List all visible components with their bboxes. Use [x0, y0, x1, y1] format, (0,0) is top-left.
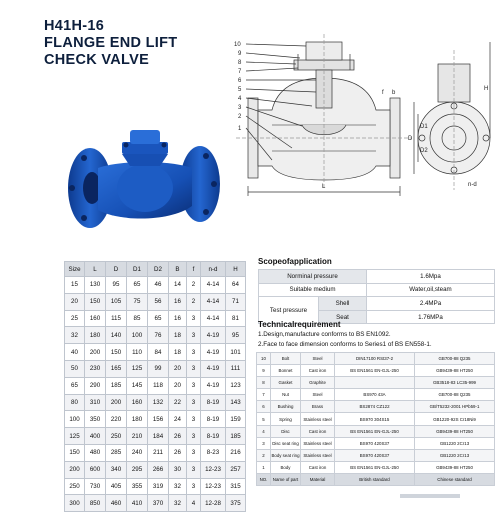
- size-cell: 16: [169, 310, 187, 327]
- parts-cell: Body: [271, 461, 301, 473]
- parts-cell: BS EN1561 EN-GJL-250: [335, 365, 415, 377]
- size-cell: 210: [127, 428, 148, 445]
- size-cell: 15: [65, 277, 85, 294]
- size-cell: 26: [169, 444, 187, 461]
- parts-cell: Cast iron: [301, 365, 335, 377]
- size-cell: 20: [169, 377, 187, 394]
- size-cell: 8-19: [201, 428, 226, 445]
- size-cell: 355: [127, 478, 148, 495]
- valve-section-drawing: [232, 30, 494, 200]
- tech-heading: Technicalrequirement: [258, 320, 341, 329]
- parts-cell: Steel: [301, 353, 335, 365]
- size-cell: 111: [226, 360, 246, 377]
- tech-notes: [258, 330, 494, 350]
- parts-cell: GB700-88 Q235: [415, 389, 495, 401]
- size-cell: 64: [226, 277, 246, 294]
- parts-cell: GB3518-83 LC35-999: [415, 377, 495, 389]
- callout-9: 9: [238, 51, 242, 57]
- parts-cell: GB/T5232-2001 HPb59-1: [415, 401, 495, 413]
- size-cell: 185: [226, 428, 246, 445]
- size-cell: 4-14: [201, 293, 226, 310]
- size-cell: 200: [106, 394, 127, 411]
- size-cell: 3: [187, 394, 201, 411]
- size-cell: 4-14: [201, 277, 226, 294]
- parts-cell: GB9439-88 HT250: [415, 425, 495, 437]
- size-cell: 180: [127, 411, 148, 428]
- parts-cell: Brass: [301, 401, 335, 413]
- tech-note-2: 2.Face to face dimension conforms to Series1 of BS EN558-1.: [258, 341, 432, 348]
- size-cell: 125: [127, 360, 148, 377]
- size-cell: 185: [106, 377, 127, 394]
- medium-label: Suitable medium: [259, 283, 367, 297]
- size-row: [65, 293, 246, 310]
- size-cell: 30: [169, 461, 187, 478]
- callout-7: 7: [238, 69, 242, 75]
- size-row: [65, 478, 246, 495]
- size-cell: 160: [85, 310, 106, 327]
- parts-col-header: British standard: [335, 473, 415, 485]
- size-cell: 375: [226, 495, 246, 512]
- parts-cell: 6: [257, 401, 271, 413]
- size-cell: 3: [187, 360, 201, 377]
- dim-d1-label: D1: [420, 124, 428, 130]
- size-cell: 115: [106, 310, 127, 327]
- size-cell: 3: [187, 411, 201, 428]
- parts-cell: Bolt: [271, 353, 301, 365]
- parts-cell: GB1220-92S Cr18Ni9: [415, 413, 495, 425]
- size-cell: 95: [106, 277, 127, 294]
- medium-value: Water,oil,steam: [367, 283, 495, 297]
- size-cell: 4-19: [201, 377, 226, 394]
- size-cell: 143: [226, 394, 246, 411]
- parts-cell: Stainless steel: [301, 449, 335, 461]
- size-cell: 150: [65, 444, 85, 461]
- valve-product-photo: [60, 110, 230, 250]
- size-cell: 216: [226, 444, 246, 461]
- size-cell: 130: [85, 277, 106, 294]
- parts-row: [257, 389, 495, 401]
- size-cell: 3: [187, 444, 201, 461]
- tech-note-1: 1.Design,manufacture conforms to BS EN1092.: [258, 331, 391, 338]
- size-row: [65, 444, 246, 461]
- test-pressure-label: Test pressure: [259, 297, 319, 324]
- size-cell: 32: [169, 495, 187, 512]
- size-col-header: n-d: [201, 262, 226, 277]
- size-cell: 480: [85, 444, 106, 461]
- size-cell: 295: [127, 461, 148, 478]
- size-cell: 460: [106, 495, 127, 512]
- size-cell: 300: [65, 495, 85, 512]
- size-cell: 3: [187, 461, 201, 478]
- parts-cell: 8: [257, 377, 271, 389]
- size-cell: 101: [226, 344, 246, 361]
- size-cell: 850: [85, 495, 106, 512]
- size-cell: 32: [65, 327, 85, 344]
- parts-cell: Gasket: [271, 377, 301, 389]
- size-cell: 600: [85, 461, 106, 478]
- size-cell: 140: [106, 327, 127, 344]
- size-row: [65, 495, 246, 512]
- nominal-pressure-label: Norminal pressure: [259, 270, 367, 284]
- size-cell: 180: [85, 327, 106, 344]
- parts-cell: Disc seat ring: [271, 437, 301, 449]
- size-col-header: D: [106, 262, 127, 277]
- size-cell: 4-19: [201, 360, 226, 377]
- size-cell: 3: [187, 344, 201, 361]
- dim-l-label: L: [322, 184, 326, 190]
- size-cell: 405: [106, 478, 127, 495]
- parts-cell: Bushing: [271, 401, 301, 413]
- dim-d-label: D: [408, 136, 413, 142]
- size-cell: 400: [85, 428, 106, 445]
- dim-nd-label: n-d: [468, 182, 477, 188]
- dim-b-label: b: [392, 90, 396, 96]
- parts-cell: Cast iron: [301, 461, 335, 473]
- size-cell: 76: [148, 327, 169, 344]
- shell-label: Shell: [319, 297, 367, 311]
- size-cell: 250: [65, 478, 85, 495]
- size-cell: 81: [226, 310, 246, 327]
- shell-value: 2.4MPa: [367, 297, 495, 311]
- seat-value: 1.76MPa: [367, 310, 495, 324]
- size-cell: 100: [65, 411, 85, 428]
- size-cell: 132: [148, 394, 169, 411]
- size-cell: 80: [65, 394, 85, 411]
- footer-bar: [400, 494, 460, 498]
- size-cell: 156: [148, 411, 169, 428]
- size-col-header: L: [85, 262, 106, 277]
- size-cell: 150: [85, 293, 106, 310]
- parts-cell: 9: [257, 365, 271, 377]
- size-cell: 211: [148, 444, 169, 461]
- size-cell: 118: [148, 377, 169, 394]
- scope-row: [259, 297, 495, 311]
- size-table-header: [65, 262, 246, 277]
- size-cell: 84: [148, 344, 169, 361]
- size-row: [65, 428, 246, 445]
- size-cell: 95: [226, 327, 246, 344]
- size-cell: 12-23: [201, 478, 226, 495]
- size-cell: 200: [85, 344, 106, 361]
- parts-cell: 1: [257, 461, 271, 473]
- size-row: [65, 461, 246, 478]
- parts-cell: GB1220 2Cr13: [415, 449, 495, 461]
- parts-cell: 5: [257, 413, 271, 425]
- parts-cell: BS970 420S37: [335, 449, 415, 461]
- parts-cell: Nut: [271, 389, 301, 401]
- size-cell: 24: [169, 411, 187, 428]
- size-cell: 99: [148, 360, 169, 377]
- title-line-2: FLANGE END LIFT: [44, 35, 178, 51]
- size-cell: 40: [65, 344, 85, 361]
- size-cell: 290: [85, 377, 106, 394]
- dim-d2-label: D2: [420, 148, 428, 154]
- size-cell: 32: [169, 478, 187, 495]
- size-cell: 18: [169, 327, 187, 344]
- size-col-header: f: [187, 262, 201, 277]
- size-cell: 123: [226, 377, 246, 394]
- size-cell: 410: [127, 495, 148, 512]
- size-cell: 12-28: [201, 495, 226, 512]
- size-row: [65, 377, 246, 394]
- size-cell: 56: [148, 293, 169, 310]
- parts-cell: Bonnet: [271, 365, 301, 377]
- parts-cell: BS970 43A: [335, 389, 415, 401]
- parts-col-header: NO.: [257, 473, 271, 485]
- parts-cell: GB9439-88 HT250: [415, 365, 495, 377]
- callout-1: 1: [238, 126, 242, 132]
- size-col-header: Size: [65, 262, 85, 277]
- size-col-header: H: [226, 262, 246, 277]
- parts-col-header: Chinese standard: [415, 473, 495, 485]
- parts-cell: DIN17100 RSt37-2: [335, 353, 415, 365]
- size-cell: 285: [106, 444, 127, 461]
- callout-10: 10: [234, 42, 241, 48]
- size-cell: 250: [106, 428, 127, 445]
- parts-cell: Stainless steel: [301, 437, 335, 449]
- parts-header-row: [257, 473, 495, 485]
- parts-row: [257, 461, 495, 473]
- size-cell: 3: [187, 428, 201, 445]
- parts-cell: BS EN1561 EN-GJL-250: [335, 425, 415, 437]
- parts-row: [257, 353, 495, 365]
- size-cell: 2: [187, 277, 201, 294]
- size-cell: 75: [127, 293, 148, 310]
- size-cell: 110: [127, 344, 148, 361]
- parts-row: [257, 437, 495, 449]
- size-cell: 150: [106, 344, 127, 361]
- size-cell: 71: [226, 293, 246, 310]
- size-cell: 165: [106, 360, 127, 377]
- size-row: [65, 344, 246, 361]
- parts-row: [257, 413, 495, 425]
- parts-row: [257, 425, 495, 437]
- parts-cell: Cast iron: [301, 425, 335, 437]
- size-cell: 3: [187, 310, 201, 327]
- size-row: [65, 394, 246, 411]
- parts-col-header: Name of part: [271, 473, 301, 485]
- parts-cell: Body seat ring: [271, 449, 301, 461]
- scope-row: [259, 283, 495, 297]
- dim-h-label: H: [484, 86, 489, 92]
- parts-cell: BS2874 CZ122: [335, 401, 415, 413]
- size-cell: 20: [169, 360, 187, 377]
- parts-row: [257, 365, 495, 377]
- parts-cell: 10: [257, 353, 271, 365]
- parts-cell: 7: [257, 389, 271, 401]
- size-cell: 350: [85, 411, 106, 428]
- parts-cell: BS EN1561 EN-GJL-250: [335, 461, 415, 473]
- size-cell: 370: [148, 495, 169, 512]
- size-cell: 85: [127, 310, 148, 327]
- size-cell: 26: [169, 428, 187, 445]
- scope-table: [258, 269, 495, 324]
- size-row: [65, 277, 246, 294]
- callout-5: 5: [238, 87, 242, 93]
- size-dimension-table: [64, 261, 246, 512]
- size-cell: 145: [127, 377, 148, 394]
- size-cell: 3: [187, 377, 201, 394]
- scope-heading: Scopeofapplication: [258, 257, 332, 266]
- size-cell: 3: [187, 327, 201, 344]
- size-cell: 159: [226, 411, 246, 428]
- size-cell: 8-19: [201, 394, 226, 411]
- parts-cell: Stainless steel: [301, 413, 335, 425]
- size-cell: 230: [85, 360, 106, 377]
- size-cell: 22: [169, 394, 187, 411]
- parts-cell: GB700-88 Q235: [415, 353, 495, 365]
- parts-material-table: [256, 352, 495, 486]
- size-cell: 20: [65, 293, 85, 310]
- size-cell: 46: [148, 277, 169, 294]
- callout-2: 2: [238, 114, 242, 120]
- size-cell: 4: [187, 495, 201, 512]
- size-cell: 310: [85, 394, 106, 411]
- parts-cell: 3: [257, 437, 271, 449]
- parts-cell: 4: [257, 425, 271, 437]
- size-cell: 18: [169, 344, 187, 361]
- callout-3: 3: [238, 105, 242, 111]
- size-cell: 65: [127, 277, 148, 294]
- size-cell: 220: [106, 411, 127, 428]
- size-col-header: D1: [127, 262, 148, 277]
- parts-cell: Steel: [301, 389, 335, 401]
- size-cell: 4-19: [201, 327, 226, 344]
- nominal-pressure-value: 1.6Mpa: [367, 270, 495, 284]
- parts-cell: Graphite: [301, 377, 335, 389]
- size-cell: 65: [148, 310, 169, 327]
- size-cell: 12-23: [201, 461, 226, 478]
- size-cell: 315: [226, 478, 246, 495]
- title-line-1: H41H-16: [44, 18, 105, 34]
- size-cell: 105: [106, 293, 127, 310]
- dim-f-label: f: [382, 90, 384, 96]
- scope-row: [259, 270, 495, 284]
- parts-cell: BS970 420S37: [335, 437, 415, 449]
- parts-cell: BS970 304S15: [335, 413, 415, 425]
- size-cell: 65: [65, 377, 85, 394]
- size-cell: 16: [169, 293, 187, 310]
- size-col-header: B: [169, 262, 187, 277]
- size-cell: 50: [65, 360, 85, 377]
- title-line-3: CHECK VALVE: [44, 52, 150, 68]
- size-cell: 100: [127, 327, 148, 344]
- parts-cell: GB9439-88 HT250: [415, 461, 495, 473]
- size-cell: 266: [148, 461, 169, 478]
- size-cell: 319: [148, 478, 169, 495]
- parts-cell: Spring: [271, 413, 301, 425]
- size-cell: 8-23: [201, 444, 226, 461]
- parts-cell: GB1220 2Cr13: [415, 437, 495, 449]
- size-row: [65, 310, 246, 327]
- parts-row: [257, 401, 495, 413]
- size-col-header: D2: [148, 262, 169, 277]
- size-cell: 3: [187, 478, 201, 495]
- parts-cell: 2: [257, 449, 271, 461]
- parts-cell: [335, 377, 415, 389]
- size-cell: 257: [226, 461, 246, 478]
- parts-col-header: Material: [301, 473, 335, 485]
- callout-6: 6: [238, 78, 242, 84]
- parts-row: [257, 449, 495, 461]
- size-cell: 8-19: [201, 411, 226, 428]
- size-row: [65, 411, 246, 428]
- size-cell: 14: [169, 277, 187, 294]
- size-cell: 25: [65, 310, 85, 327]
- seat-label: Seat: [319, 310, 367, 324]
- size-row: [65, 327, 246, 344]
- size-cell: 184: [148, 428, 169, 445]
- parts-cell: Disc: [271, 425, 301, 437]
- size-cell: 2: [187, 293, 201, 310]
- size-cell: 160: [127, 394, 148, 411]
- size-cell: 200: [65, 461, 85, 478]
- callout-8: 8: [238, 60, 242, 66]
- size-cell: 240: [127, 444, 148, 461]
- size-cell: 4-19: [201, 344, 226, 361]
- callout-4: 4: [238, 96, 242, 102]
- parts-row: [257, 377, 495, 389]
- size-cell: 340: [106, 461, 127, 478]
- product-title: [44, 18, 224, 69]
- size-cell: 4-14: [201, 310, 226, 327]
- size-row: [65, 360, 246, 377]
- size-cell: 125: [65, 428, 85, 445]
- size-cell: 730: [85, 478, 106, 495]
